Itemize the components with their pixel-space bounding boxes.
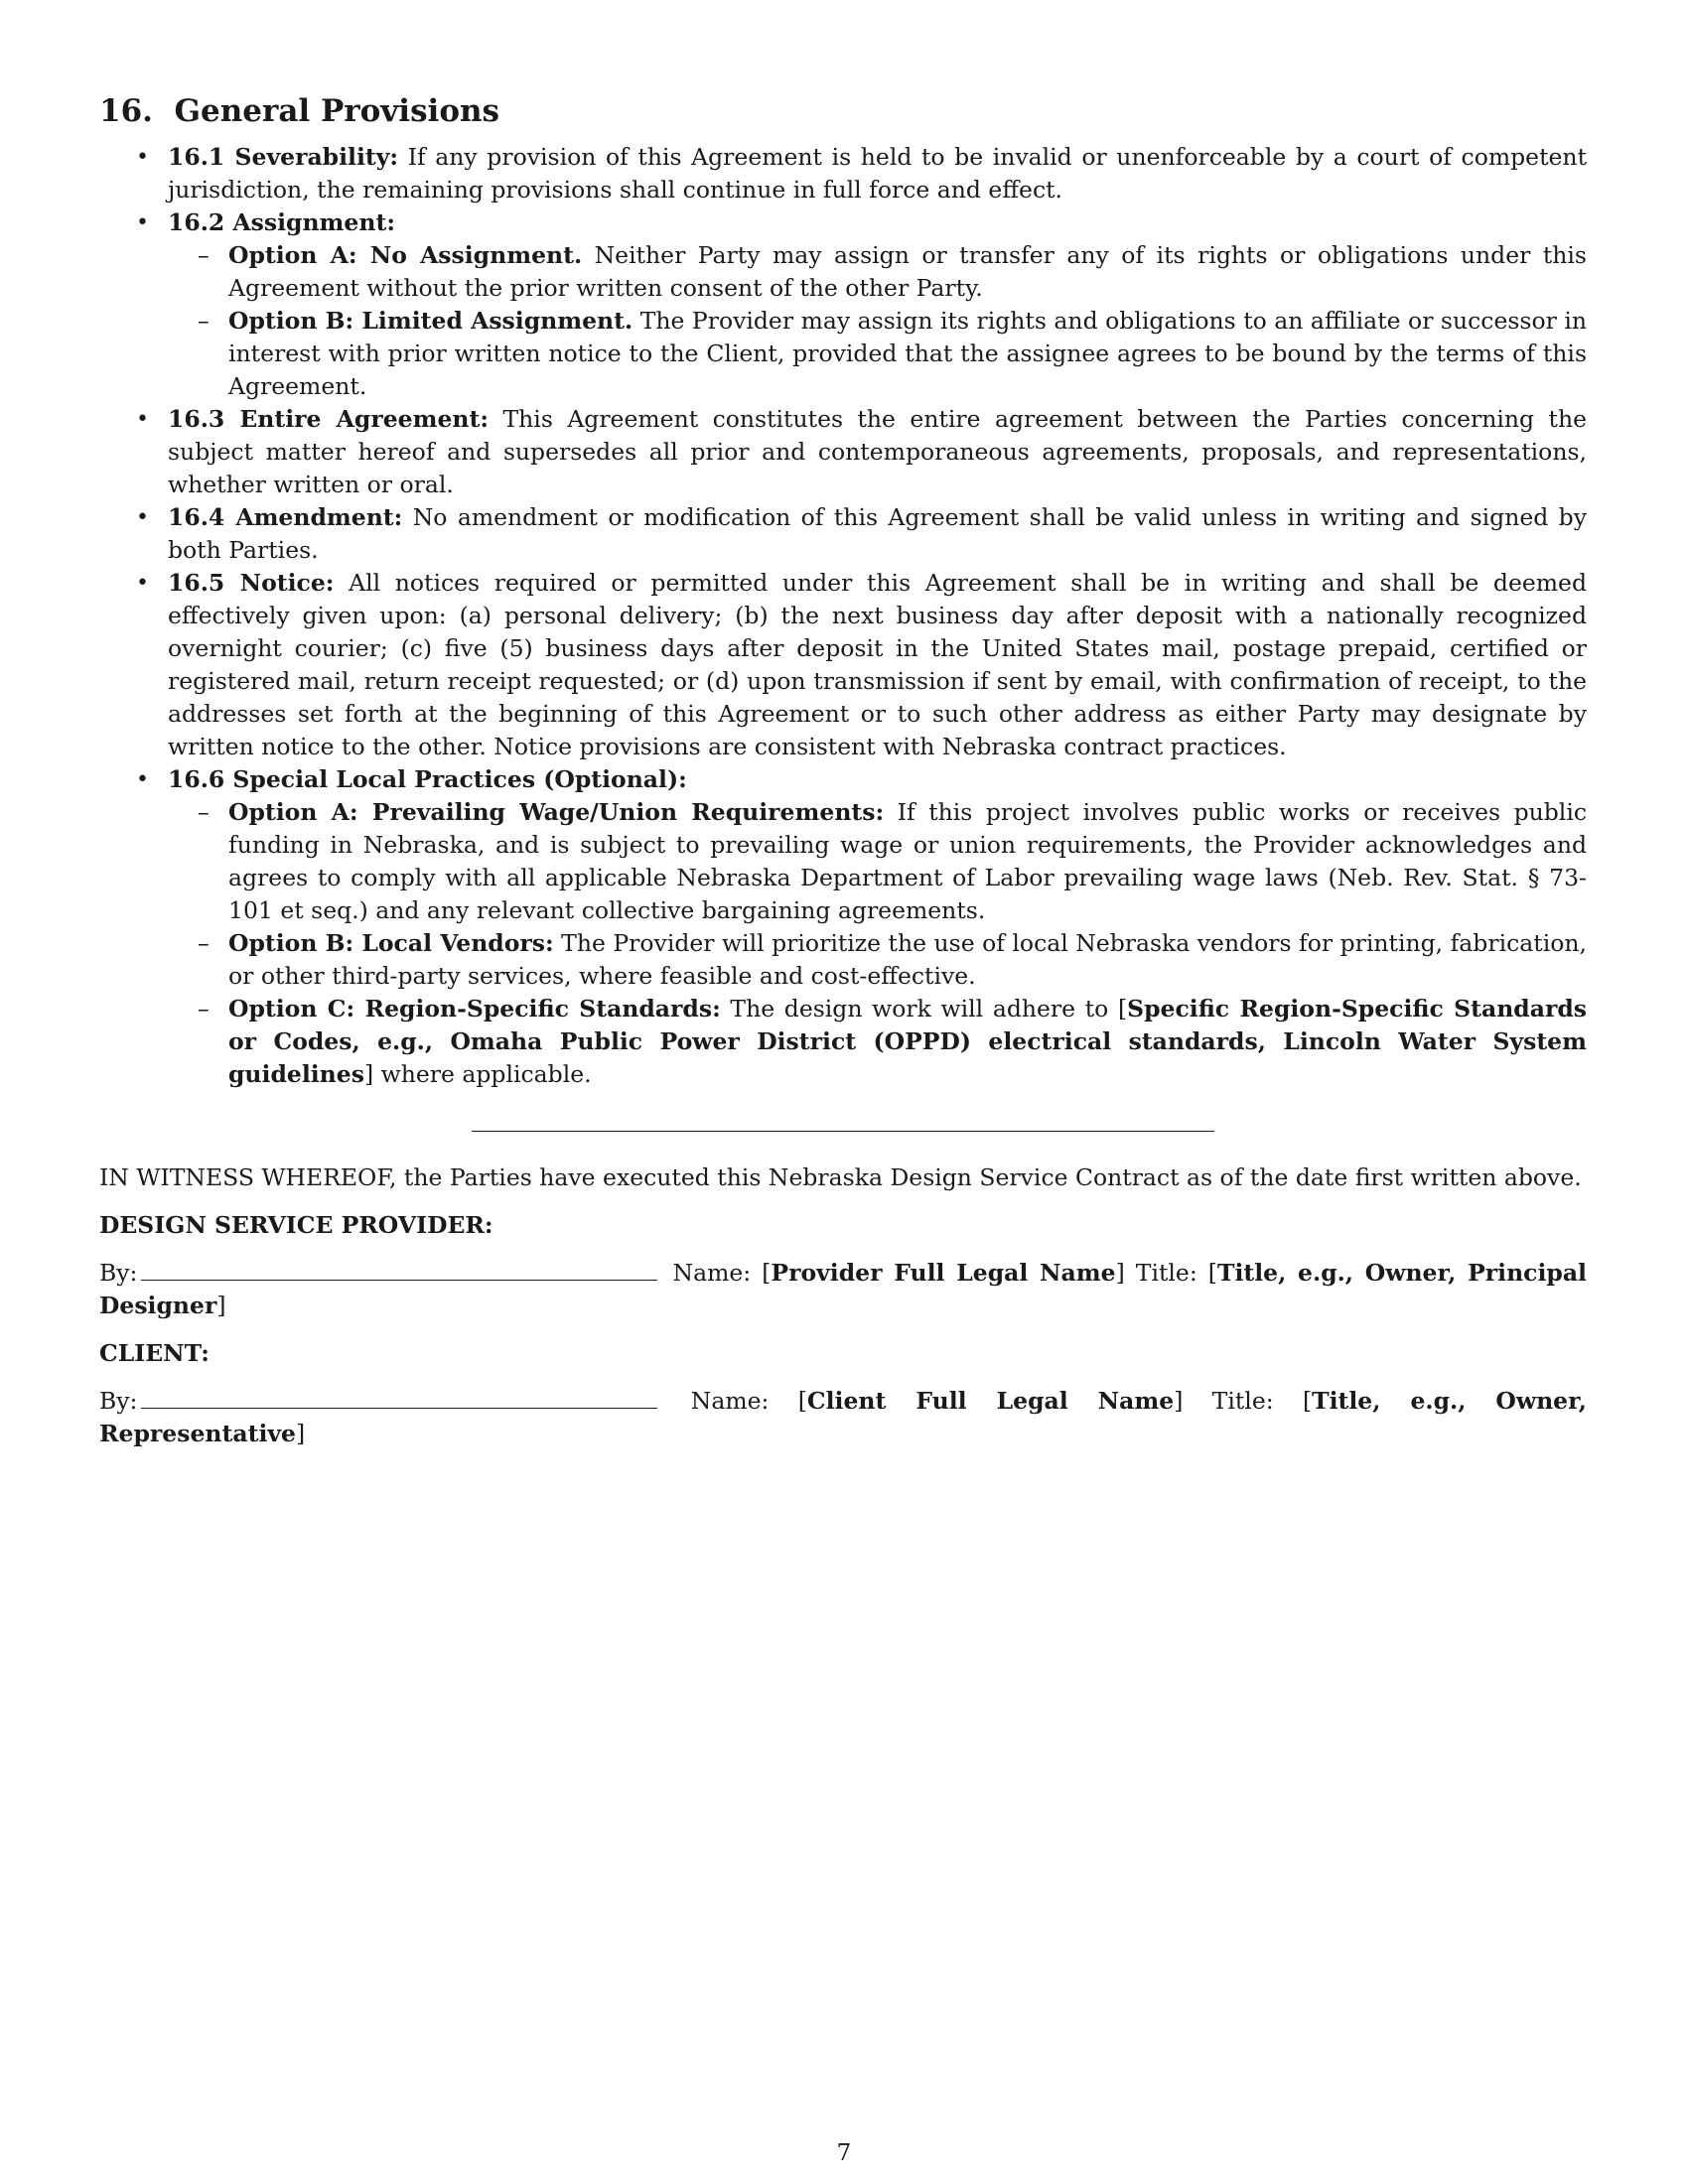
- provision-text: This Agreement constitutes the entire agreement between the Parties concerning the subject matter hereof and supersedes all prior and contemporaneous agreements, proposals, and representations, whether written or oral.: [168, 405, 1588, 498]
- title-label: ] Title: [: [1115, 1259, 1217, 1287]
- page-number: 7: [836, 2140, 852, 2166]
- section-title: General Provisions: [174, 93, 499, 129]
- name-placeholder: Provider Full Legal Name: [771, 1259, 1116, 1287]
- option-label: Option B: Limited Assignment.: [228, 307, 633, 335]
- signature-line[interactable]: [141, 1258, 657, 1281]
- option-label: Option A: Prevailing Wage/Union Requirements:: [228, 798, 885, 826]
- provision-label: 16.3 Entire Agreement:: [168, 405, 490, 433]
- provision-label: 16.2 Assignment:: [168, 208, 395, 236]
- option-item: [168, 796, 1587, 927]
- client-signature-block: [99, 1385, 1587, 1450]
- option-label: Option B: Local Vendors:: [228, 929, 554, 957]
- provision-notice: [99, 567, 1587, 763]
- provisions-list: [99, 141, 1587, 1091]
- document-page: [99, 91, 1587, 1450]
- option-text: The design work will adhere to [: [720, 995, 1128, 1023]
- provision-text: All notices required or permitted under this Agreement shall be in writing and shall be deemed effectively given upon: (a) personal delivery; (b) the next business day after deposit with a nationally recognized overnight courier; (c) five (5) business days after deposit in the United States mail, postage prepaid, certified or registered mail, return receipt requested; or (d) upon transmission if sent by email, with confirmation of receipt, to the addresses set forth at the beginning of this Agreement or to such other address as either Party may designate by written notice to the other. Notice provisions are consistent with Nebraska contract practices.: [168, 569, 1587, 760]
- option-text: ] where applicable.: [363, 1060, 592, 1088]
- name-label: Name: [: [690, 1387, 807, 1415]
- provision-text: If any provision of this Agreement is held to be invalid or unenforceable by a court of competent jurisdiction, the remaining provisions shall continue in full force and effect.: [168, 143, 1588, 204]
- bracket-close: ]: [295, 1420, 306, 1447]
- provision-label: 16.1 Severability:: [168, 143, 399, 171]
- option-text: Neither Party may assign or transfer any of its rights or obligations under this Agreement without the prior written consent of the other Party.: [228, 241, 1587, 302]
- provision-text: No amendment or modification of this Agreement shall be valid unless in writing and signed by both Parties.: [168, 503, 1587, 564]
- by-label: By:: [99, 1387, 138, 1415]
- provision-label: 16.4 Amendment:: [168, 503, 403, 531]
- placeholder-field: Specific Region-Specific Standards or Codes, e.g., Omaha Public Power District (OPPD) electrical standards, Lincoln Water System guidelines: [228, 995, 1588, 1088]
- title-placeholder: Title, e.g., Owner, Representative: [99, 1387, 1587, 1447]
- section-heading: [99, 91, 1587, 131]
- name-label: Name: [: [672, 1259, 772, 1287]
- option-item: [168, 305, 1587, 403]
- provision-special-local-practices: [99, 763, 1587, 1091]
- provider-signature-block: [99, 1257, 1587, 1322]
- provider-heading: DESIGN SERVICE PROVIDER:: [99, 1211, 493, 1239]
- option-item: [168, 239, 1587, 305]
- title-label: ] Title: [: [1174, 1387, 1313, 1415]
- provision-label: 16.5 Notice:: [168, 569, 335, 597]
- option-label: Option C: Region-Specific Standards:: [228, 995, 721, 1023]
- client-heading: CLIENT:: [99, 1339, 210, 1367]
- section-number: 16.: [99, 93, 153, 129]
- option-text: The Provider will prioritize the use of local Nebraska vendors for printing, fabrication, or other third-party services, where feasible and cost-effective.: [228, 929, 1587, 990]
- by-label: By:: [99, 1259, 138, 1287]
- provision-severability: [99, 141, 1587, 206]
- witness-clause: IN WITNESS WHEREOF, the Parties have executed this Nebraska Design Service Contract as of the date first written above.: [99, 1163, 1582, 1191]
- option-item: [168, 927, 1587, 993]
- provision-label: 16.6 Special Local Practices (Optional):: [168, 765, 687, 793]
- name-placeholder: Client Full Legal Name: [806, 1387, 1175, 1415]
- option-label: Option A: No Assignment.: [228, 241, 583, 269]
- title-placeholder: Title, e.g., Owner, Principal Designer: [99, 1259, 1587, 1319]
- option-item: [168, 993, 1587, 1091]
- assignment-options: [168, 239, 1587, 403]
- bracket-close: ]: [216, 1292, 226, 1319]
- provision-entire-agreement: [99, 403, 1587, 501]
- option-text: If this project involves public works or receives public funding in Nebraska, and is subject to prevailing wage or union requirements, the Provider acknowledges and agrees to comply with all applicable Nebraska Department of Labor prevailing wage laws (Neb. Rev. Stat. § 73-101 et seq.) and any relevant collective bargaining agreements.: [228, 798, 1587, 924]
- option-text: The Provider may assign its rights and obligations to an affiliate or successor in interest with prior written notice to the Client, provided that the assignee agrees to be bound by the terms of this Agreement.: [228, 307, 1588, 400]
- local-practice-options: [168, 796, 1587, 1091]
- provision-assignment: [99, 206, 1587, 403]
- provision-amendment: [99, 501, 1587, 567]
- signature-line[interactable]: [141, 1386, 657, 1409]
- horizontal-rule: [472, 1131, 1214, 1132]
